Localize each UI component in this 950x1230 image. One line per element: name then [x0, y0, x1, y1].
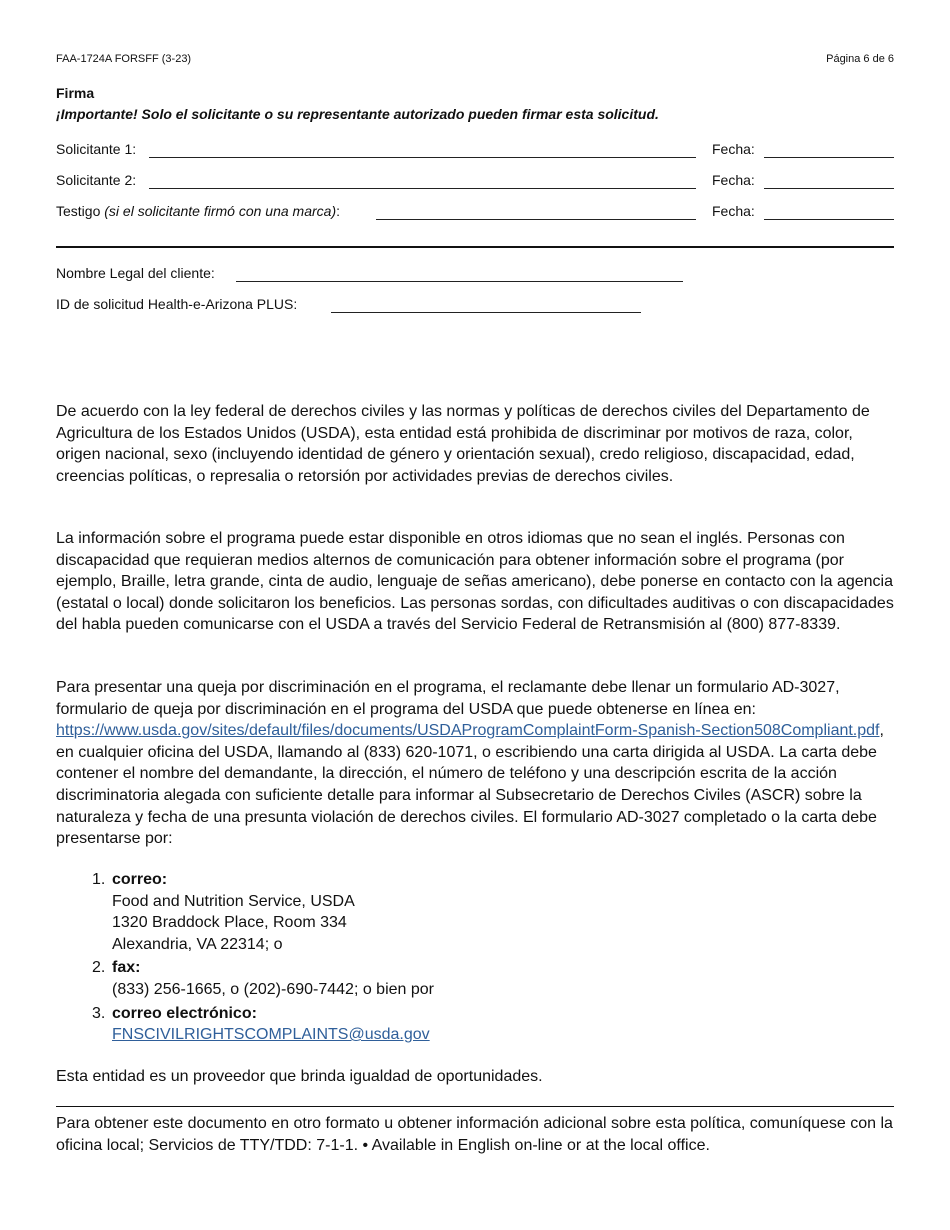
civil-rights-paragraph: De acuerdo con la ley federal de derechos civiles y las normas y políticas de derechos civiles del Departamento de Agricultura de los Estados Unidos (USDA), esta entidad está prohibida de discriminar por motivos de raza, color, origen nacional, sexo (incluyendo identidad de género y orientación sexual), credo religioso, discapacidad, edad, creencias políticas, o represalia o retorsión por actividades previas de derechos civiles. [56, 403, 870, 485]
applicant1-date-label: Fecha: [712, 141, 755, 157]
complaint-email-link[interactable]: FNSCIVILRIGHTSCOMPLAINTS@usda.gov [112, 1026, 430, 1044]
applicant1-signature-row [56, 141, 894, 161]
method-mail-title: correo: [112, 871, 168, 888]
document-page [56, 0, 894, 1230]
method-fax-title: fax: [112, 959, 141, 977]
applicant1-signature-line[interactable] [149, 157, 696, 158]
witness-date-line[interactable] [764, 219, 894, 220]
mail-address-line: 1320 Braddock Place, Room 334 [112, 914, 347, 932]
client-legal-name-label: Nombre Legal del cliente: [56, 265, 215, 281]
applicant2-signature-line[interactable] [149, 188, 696, 189]
client-legal-name-line[interactable] [236, 281, 683, 282]
mail-address-line: Alexandria, VA 22314; o [112, 935, 283, 953]
equal-opportunity-statement: Esta entidad es un proveedor que brinda igualdad de oportunidades. [56, 1068, 543, 1085]
method-mail: 1. correo: Food and Nutrition Service, USDA 1320 Braddock Place, Room 334 Alexandria, VA 22314; o [92, 869, 434, 955]
applicant2-label: Solicitante 2: [56, 172, 137, 188]
witness-signature-line[interactable] [376, 219, 696, 220]
signature-important-note: ¡Importante! Solo el solicitante o su representante autorizado pueden firmar esta solicitud. [56, 106, 659, 122]
signature-title: Firma [56, 85, 95, 101]
witness-note: (si el solicitante firmó con una marca) [104, 203, 337, 219]
application-id-row [56, 296, 894, 316]
footer-divider [56, 1106, 894, 1107]
application-id-line[interactable] [331, 312, 641, 313]
witness-signature-row [56, 203, 894, 223]
method-email-title: correo electrónico: [112, 1004, 257, 1022]
page-header [56, 53, 894, 65]
complaint-form-link[interactable]: https://www.usda.gov/sites/default/files/documents/USDAProgramComplaintForm-Spanish-Section508Compliant.pdf [56, 722, 880, 740]
applicant2-date-label: Fecha: [712, 172, 755, 188]
applicant1-date-line[interactable] [764, 157, 894, 158]
witness-label: Testigo (si el solicitante firmó con una marca): [56, 203, 341, 219]
applicant2-signature-row [56, 172, 894, 192]
method-email: 3. correo electrónico: FNSCIVILRIGHTSCOMPLAINTS@usda.gov [92, 1003, 434, 1046]
application-id-label: ID de solicitud Health-e-Arizona PLUS: [56, 296, 298, 312]
fax-numbers: (833) 256-1665, o (202)-690-7442; o bien por [112, 980, 434, 998]
footer-note: Para obtener este documento en otro formato u obtener información adicional sobre esta política, comuníquese con la oficina local; Servicios de TTY/TDD: 7-1-1. • Available in English on-line or at the local office. [56, 1115, 893, 1154]
witness-date-label: Fecha: [712, 203, 755, 219]
client-legal-name-row [56, 265, 894, 285]
section-divider [56, 246, 894, 248]
method-fax: 2. fax: (833) 256-1665, o (202)-690-7442; o bien por [92, 957, 434, 1000]
applicant1-label: Solicitante 1: [56, 141, 137, 157]
form-id: FAA-1724A FORSFF (3-23) [56, 53, 192, 65]
complaint-paragraph: Para presentar una queja por discriminación en el programa, el reclamante debe llenar un formulario AD-3027, formulario de queja por discriminación en el programa del USDA que puede obtenerse en línea en: https://www.usda.gov/sites/default/files/documents/USDAProgramComplaintForm-Spanish-Section508Compliant.pdf, en cualquier oficina del USDA, llamando al (833) 620-1071, o escribiendo una carta dirigida al USDA. La carta debe contener el nombre del demandante, la dirección, el número de teléfono y una descripción escrita de la acción discriminatoria alegada con suficiente detalle para informar al Subsecretario de Derechos Civiles (ASCR) sobre la naturaleza y fecha de una presunta violación de derechos civiles. El formulario AD-3027 completado o la carta debe presentarse por: [56, 679, 884, 848]
submission-methods-list [92, 869, 434, 1048]
mail-address-line: Food and Nutrition Service, USDA [112, 892, 355, 910]
page-number: Página 6 de 6 [826, 53, 894, 65]
applicant2-date-line[interactable] [764, 188, 894, 189]
language-access-paragraph: La información sobre el programa puede estar disponible en otros idiomas que no sean el inglés. Personas con discapacidad que requieran medios alternos de comunicación para obtener información sobre el programa (por ejemplo, Braille, letra grande, cinta de audio, lenguaje de señas americano), debe ponerse en contacto con la agencia (estatal o local) donde solicitaron los beneficios. Las personas sordas, con dificultades auditivas o con discapacidades del habla pueden comunicarse con el USDA a través del Servicio Federal de Retransmisión al (800) 877-8339. [56, 530, 894, 634]
